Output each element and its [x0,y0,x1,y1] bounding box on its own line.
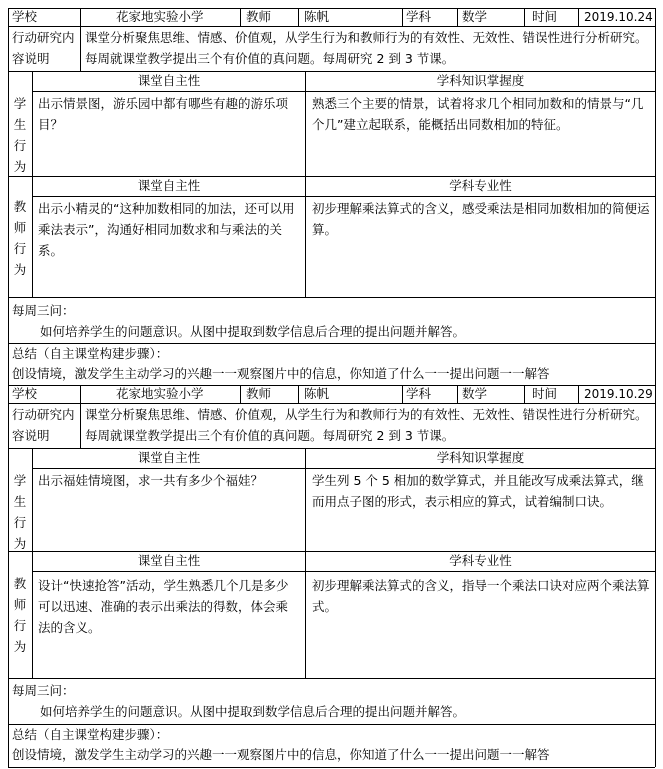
subject-name: 数学 [462,9,488,24]
time-label: 时间 [532,9,558,24]
teacher-col2-text: 初步理解乘法算式的含义，感受乘法是相同加数相加的简便运算。 [312,201,650,237]
content-text: 课堂分析聚焦思维、情感、价值观，从学生行为和教师行为的有效性、无效性、错误性进行分析研究。每周就课堂教学提出三个有价值的真问题。每周研究 2 到 3 节课。 [85,407,648,443]
content-label: 行动研究内容说明 [12,30,75,66]
weekly-text: 如何培养学生的问题意识。从图中提取到数学信息后合理的提出问题并解答。 [40,324,466,339]
summary-text: 创设情境，激发学生主动学习的兴趣一一观察图片中的信息，你知道了什么一一提出问题一一解答 [12,747,550,762]
time-label: 时间 [532,386,558,401]
student-behavior-label: 学生行为 [13,473,27,551]
school-name: 花家地实验小学 [116,386,204,401]
student-col1-text: 出示情景图，游乐园中都有哪些有趣的游乐项目？ [38,96,289,132]
teacher-col2-header: 学科专业性 [449,178,512,193]
summary-label: 总结（自主课堂构建步骤）： [12,346,169,361]
summary-text: 创设情境，激发学生主动学习的兴趣一一观察图片中的信息，你知道了什么一一提出问题一一解答 [12,366,550,381]
teacher-col1-text: 设计“快速抢答”活动，学生熟悉几个几是多少可以迅速、准确的表示出乘法的得数，体会乘法的含义。 [38,578,289,635]
school-label: 学校 [12,9,38,24]
teacher-name: 陈帆 [304,386,330,401]
teacher-col1-header: 课堂自主性 [137,178,201,193]
teacher-label: 教师 [246,9,272,24]
student-col1-header: 课堂自主性 [137,73,201,88]
student-col2-header: 学科知识掌握度 [436,450,525,465]
teacher-col2-text: 初步理解乘法算式的含义，指导一个乘法口诀对应两个乘法算式。 [312,578,650,614]
student-col2-text: 学生列 5 个 5 相加的数学算式，并且能改写成乘法算式，继而用点子图的形式，表示相应的算式，试着编制口诀。 [312,473,644,509]
subject-label: 学科 [406,9,432,24]
student-col2-header: 学科知识掌握度 [436,73,525,88]
weekly-label: 每周三问： [12,683,75,698]
teacher-col1-header: 课堂自主性 [137,553,201,568]
weekly-label: 每周三问： [12,303,75,318]
summary-label: 总结（自主课堂构建步骤）： [12,727,169,742]
student-col1-header: 课堂自主性 [137,450,201,465]
date-value: 2019.10.29 [584,387,653,401]
school-label: 学校 [12,386,38,401]
teacher-behavior-label: 教师行为 [13,576,27,654]
student-col1-text: 出示福娃情境图，求一共有多少个福娃？ [38,473,264,488]
teacher-label: 教师 [246,386,272,401]
teacher-name: 陈帆 [304,9,330,24]
content-label: 行动研究内容说明 [12,407,75,443]
date-value: 2019.10.24 [584,10,653,24]
school-name: 花家地实验小学 [116,9,204,24]
teacher-col1-text: 出示小精灵的“这种加数相同的加法，还可以用乘法表示”，沟通好相同加数求和与乘法的关系。 [38,201,295,258]
student-col2-text: 熟悉三个主要的情景，试着将求几个相同加数和的情景与“几个几”建立起联系，能概括出同数相加的特征。 [312,96,644,132]
teacher-behavior-label: 教师行为 [13,199,27,277]
weekly-text: 如何培养学生的问题意识。从图中提取到数学信息后合理的提出问题并解答。 [40,704,466,719]
record-table-2 [0,377,663,769]
content-text: 课堂分析聚焦思维、情感、价值观，从学生行为和教师行为的有效性、无效性、错误性进行分析研究。每周就课堂教学提出三个有价值的真问题。每周研究 2 到 3 节课。 [85,30,648,66]
subject-label: 学科 [406,386,432,401]
student-behavior-label: 学生行为 [13,96,27,174]
subject-name: 数学 [462,386,488,401]
teacher-col2-header: 学科专业性 [449,553,512,568]
